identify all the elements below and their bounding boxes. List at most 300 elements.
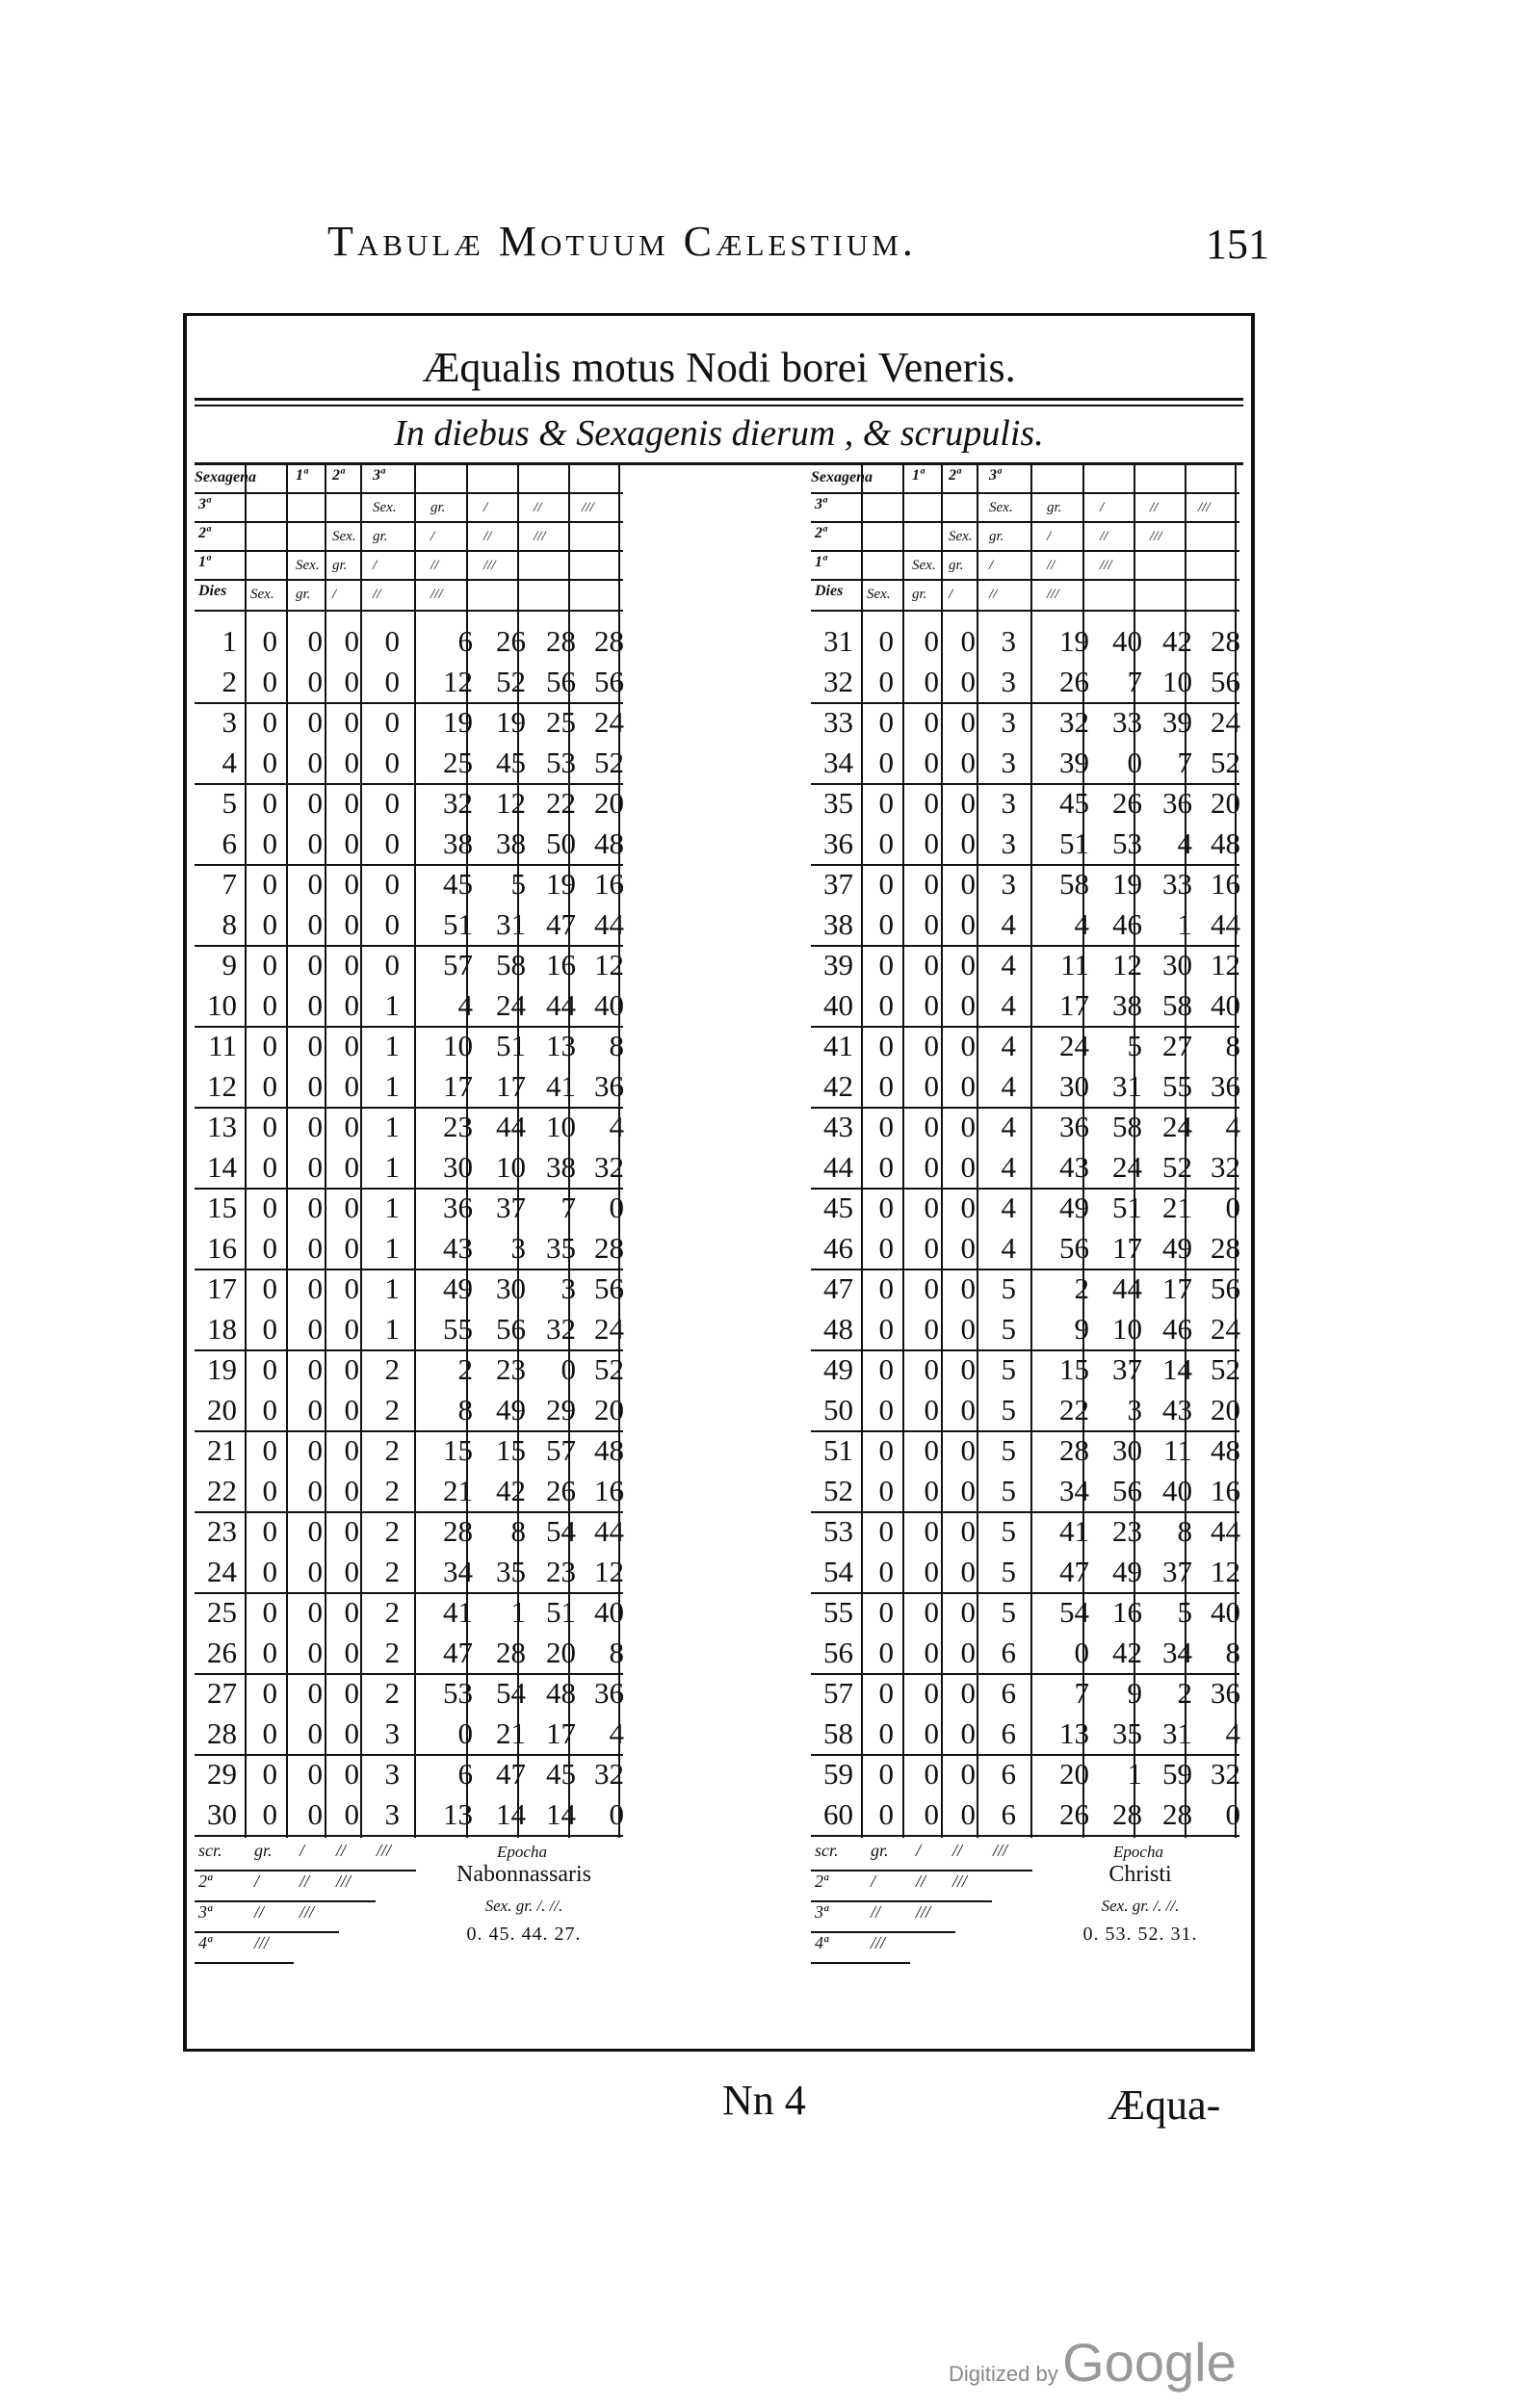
zero-cell: 0 <box>262 624 277 658</box>
zero-cell: 0 <box>924 1069 939 1103</box>
footer-unit: // <box>871 1902 881 1922</box>
zero-cell: 0 <box>262 746 277 779</box>
table-row <box>195 904 623 945</box>
zero-cell: 0 <box>262 1595 277 1629</box>
thirds-cell: 32 <box>594 1757 624 1791</box>
thirds-cell: 28 <box>1211 1231 1240 1265</box>
zero-cell: 0 <box>924 988 939 1022</box>
header-rule <box>811 492 1239 494</box>
day-cell: 45 <box>823 1191 853 1224</box>
zero-cell: 0 <box>307 948 323 982</box>
thirds-cell: 12 <box>594 948 624 982</box>
zero-cell: 0 <box>307 1636 323 1669</box>
minutes-cell: 16 <box>1112 1595 1142 1629</box>
degrees-cell: 45 <box>1059 786 1089 820</box>
day-cell: 41 <box>823 1029 853 1062</box>
header-unit: gr. <box>949 558 964 573</box>
zero-cell: 0 <box>344 1716 359 1750</box>
zero-cell: 0 <box>878 907 894 941</box>
sexagesimal-cell: 1 <box>384 1271 400 1305</box>
zero-cell: 0 <box>960 867 976 901</box>
degrees-cell: 19 <box>1059 624 1089 658</box>
thirds-cell: 48 <box>594 826 624 860</box>
epoch-value: 0. 45. 44. 27. <box>466 1924 582 1945</box>
digitized-watermark <box>949 2331 1237 2394</box>
degrees-cell: 9 <box>1074 1312 1089 1346</box>
signature-mark: Nn 4 <box>722 2077 806 2124</box>
minutes-cell: 53 <box>1112 826 1142 860</box>
sexagesimal-cell: 1 <box>384 1110 400 1143</box>
header-unit: / <box>949 587 953 602</box>
zero-cell: 0 <box>878 1352 894 1386</box>
table-row <box>195 1430 623 1471</box>
footer-unit: /// <box>952 1871 968 1891</box>
zero-cell: 0 <box>344 1393 359 1426</box>
day-cell: 58 <box>823 1716 853 1750</box>
zero-cell: 0 <box>344 826 359 860</box>
thirds-cell: 36 <box>1211 1069 1240 1103</box>
thirds-cell: 48 <box>1211 1433 1240 1467</box>
seconds-cell: 20 <box>546 1636 576 1669</box>
day-cell: 12 <box>207 1069 237 1103</box>
degrees-cell: 15 <box>443 1433 473 1467</box>
zero-cell: 0 <box>344 1514 359 1548</box>
seconds-cell: 55 <box>1162 1069 1192 1103</box>
degrees-cell: 34 <box>443 1555 473 1588</box>
day-cell: 8 <box>222 907 237 941</box>
minutes-cell: 15 <box>496 1433 526 1467</box>
day-cell: 37 <box>823 867 853 901</box>
sexagesimal-cell: 1 <box>384 1231 400 1265</box>
seconds-cell: 7 <box>560 1191 576 1224</box>
degrees-cell: 43 <box>1059 1150 1089 1184</box>
table-row <box>195 1269 623 1309</box>
day-cell: 16 <box>207 1231 237 1265</box>
zero-cell: 0 <box>878 1393 894 1426</box>
day-cell: 48 <box>823 1312 853 1346</box>
day-cell: 10 <box>207 988 237 1022</box>
seconds-cell: 39 <box>1162 705 1192 739</box>
zero-cell: 0 <box>960 705 976 739</box>
zero-cell: 0 <box>262 786 277 820</box>
row-pair-rule <box>195 1835 623 1837</box>
sexagesimal-cell: 6 <box>1001 1676 1016 1710</box>
table-row <box>811 621 1239 662</box>
zero-cell: 0 <box>262 1393 277 1426</box>
day-cell: 1 <box>222 624 237 658</box>
zero-cell: 0 <box>344 1352 359 1386</box>
zero-cell: 0 <box>924 624 939 658</box>
table-row <box>195 1633 623 1673</box>
header-unit: // <box>483 529 492 544</box>
header-rule <box>811 521 1239 523</box>
catchword: Æqua- <box>1108 2081 1221 2129</box>
zero-cell: 0 <box>878 705 894 739</box>
zero-cell: 0 <box>262 1433 277 1467</box>
footer-rule <box>811 1900 992 1902</box>
day-cell: 33 <box>823 705 853 739</box>
thirds-cell: 20 <box>594 786 624 820</box>
minutes-cell: 30 <box>496 1271 526 1305</box>
header-3a: 3ª <box>989 467 1002 484</box>
table-row <box>811 1430 1239 1471</box>
header-unit: gr. <box>373 529 388 544</box>
header-rule <box>195 579 623 581</box>
day-cell: 54 <box>823 1555 853 1588</box>
zero-cell: 0 <box>344 746 359 779</box>
thirds-cell: 0 <box>609 1797 624 1831</box>
zero-cell: 0 <box>307 1474 323 1507</box>
degrees-cell: 4 <box>1074 907 1089 941</box>
thirds-cell: 24 <box>594 1312 624 1346</box>
zero-cell: 0 <box>960 1514 976 1548</box>
sexagesimal-cell: 2 <box>384 1555 400 1588</box>
thirds-cell: 20 <box>1211 786 1240 820</box>
zero-cell: 0 <box>262 988 277 1022</box>
sexagesimal-cell: 5 <box>1001 1595 1016 1629</box>
day-cell: 21 <box>207 1433 237 1467</box>
zero-cell: 0 <box>307 907 323 941</box>
zero-cell: 0 <box>307 1797 323 1831</box>
minutes-cell: 10 <box>1112 1312 1142 1346</box>
table-row <box>195 1673 623 1714</box>
sexagesimal-cell: 3 <box>1001 624 1016 658</box>
day-cell: 35 <box>823 786 853 820</box>
zero-cell: 0 <box>307 1110 323 1143</box>
zero-cell: 0 <box>960 1474 976 1507</box>
table-row <box>195 1026 623 1066</box>
zero-cell: 0 <box>878 624 894 658</box>
table-row <box>811 1673 1239 1714</box>
zero-cell: 0 <box>960 1716 976 1750</box>
header-unit: / <box>989 558 994 573</box>
sexagesimal-cell: 5 <box>1001 1433 1016 1467</box>
header-sexagena: Sexagena <box>195 469 256 485</box>
zero-cell: 0 <box>262 1676 277 1710</box>
zero-cell: 0 <box>878 867 894 901</box>
zero-cell: 0 <box>307 786 323 820</box>
seconds-cell: 42 <box>1162 624 1192 658</box>
header-unit: Sex. <box>949 529 973 544</box>
table-row <box>195 1066 623 1107</box>
degrees-cell: 51 <box>443 907 473 941</box>
minutes-cell: 52 <box>496 665 526 698</box>
degrees-cell: 36 <box>443 1191 473 1224</box>
zero-cell: 0 <box>307 1514 323 1548</box>
degrees-cell: 26 <box>1059 1797 1089 1831</box>
header-unit: // <box>1150 500 1159 515</box>
degrees-cell: 8 <box>457 1393 473 1426</box>
zero-cell: 0 <box>924 1433 939 1467</box>
table-row <box>195 1107 623 1147</box>
minutes-cell: 31 <box>1112 1069 1142 1103</box>
table-row <box>811 864 1239 904</box>
header-unit: /// <box>1047 587 1059 602</box>
table-row <box>195 702 623 743</box>
thirds-cell: 16 <box>594 1474 624 1507</box>
day-cell: 51 <box>823 1433 853 1467</box>
day-cell: 25 <box>207 1595 237 1629</box>
degrees-cell: 2 <box>1074 1271 1089 1305</box>
seconds-cell: 56 <box>546 665 576 698</box>
zero-cell: 0 <box>307 1433 323 1467</box>
table-row <box>811 1107 1239 1147</box>
footer-unit: / <box>254 1871 260 1891</box>
seconds-cell: 43 <box>1162 1393 1192 1426</box>
thirds-cell: 12 <box>594 1555 624 1588</box>
degrees-cell: 56 <box>1059 1231 1089 1265</box>
thirds-cell: 48 <box>1211 826 1240 860</box>
zero-cell: 0 <box>924 1352 939 1386</box>
day-cell: 43 <box>823 1110 853 1143</box>
sexagesimal-cell: 3 <box>384 1757 400 1791</box>
day-cell: 59 <box>823 1757 853 1791</box>
seconds-cell: 17 <box>1162 1271 1192 1305</box>
zero-cell: 0 <box>960 1069 976 1103</box>
degrees-cell: 51 <box>1059 826 1089 860</box>
table-frame <box>183 313 1255 2052</box>
day-cell: 15 <box>207 1191 237 1224</box>
sexagesimal-cell: 2 <box>384 1514 400 1548</box>
thirds-cell: 56 <box>594 1271 624 1305</box>
day-cell: 13 <box>207 1110 237 1143</box>
degrees-cell: 41 <box>1059 1514 1089 1548</box>
minutes-cell: 10 <box>496 1150 526 1184</box>
table-row <box>195 945 623 985</box>
zero-cell: 0 <box>344 1676 359 1710</box>
zero-cell: 0 <box>960 988 976 1022</box>
header-rule <box>195 521 623 523</box>
sexagesimal-cell: 3 <box>1001 826 1016 860</box>
seconds-cell: 52 <box>1162 1150 1192 1184</box>
zero-cell: 0 <box>878 1555 894 1588</box>
seconds-cell: 5 <box>1177 1595 1192 1629</box>
zero-cell: 0 <box>307 1069 323 1103</box>
day-cell: 9 <box>222 948 237 982</box>
header-row-label: 1ª <box>815 554 827 570</box>
minutes-cell: 17 <box>1112 1231 1142 1265</box>
seconds-cell: 59 <box>1162 1757 1192 1791</box>
sexagesimal-cell: 0 <box>384 907 400 941</box>
degrees-cell: 53 <box>443 1676 473 1710</box>
minutes-cell: 26 <box>496 624 526 658</box>
header-unit: / <box>1100 500 1105 515</box>
zero-cell: 0 <box>960 1110 976 1143</box>
degrees-cell: 15 <box>1059 1352 1089 1386</box>
table-row <box>811 1188 1239 1228</box>
zero-cell: 0 <box>262 1271 277 1305</box>
seconds-cell: 3 <box>560 1271 576 1305</box>
zero-cell: 0 <box>878 1271 894 1305</box>
sexagesimal-cell: 2 <box>384 1595 400 1629</box>
seconds-cell: 50 <box>546 826 576 860</box>
epoch-value: 0. 53. 52. 31. <box>1082 1924 1198 1945</box>
footer-unit: gr. <box>254 1841 273 1860</box>
table-row <box>195 985 623 1026</box>
zero-cell: 0 <box>344 705 359 739</box>
header-rule <box>811 610 1239 612</box>
footer-unit: /// <box>993 1841 1008 1860</box>
degrees-cell: 39 <box>1059 746 1089 779</box>
sexagesimal-cell: 2 <box>384 1676 400 1710</box>
seconds-cell: 1 <box>1177 907 1192 941</box>
seconds-cell: 51 <box>546 1595 576 1629</box>
zero-cell: 0 <box>344 1029 359 1062</box>
thirds-cell: 44 <box>1211 907 1240 941</box>
thirds-cell: 4 <box>609 1716 624 1750</box>
seconds-cell: 58 <box>1162 988 1192 1022</box>
table-row <box>195 783 623 824</box>
minutes-cell: 14 <box>496 1797 526 1831</box>
minutes-cell: 8 <box>510 1514 526 1548</box>
zero-cell: 0 <box>878 746 894 779</box>
footer-unit: // <box>952 1841 963 1860</box>
zero-cell: 0 <box>960 1312 976 1346</box>
table-row <box>811 824 1239 864</box>
day-cell: 4 <box>222 746 237 779</box>
day-cell: 7 <box>222 867 237 901</box>
header-row-label: Dies <box>198 583 227 599</box>
day-cell: 27 <box>207 1676 237 1710</box>
footer-unit: // <box>300 1871 310 1891</box>
table-row <box>811 783 1239 824</box>
header-unit: / <box>430 529 435 544</box>
zero-cell: 0 <box>960 1797 976 1831</box>
thirds-cell: 52 <box>594 746 624 779</box>
minutes-cell: 1 <box>510 1595 526 1629</box>
minutes-cell: 49 <box>1112 1555 1142 1588</box>
minutes-cell: 58 <box>496 948 526 982</box>
zero-cell: 0 <box>960 1555 976 1588</box>
footer-unit: /// <box>336 1871 352 1891</box>
rule <box>195 405 1243 406</box>
day-cell: 36 <box>823 826 853 860</box>
thirds-cell: 8 <box>609 1636 624 1669</box>
sexagesimal-cell: 4 <box>1001 988 1016 1022</box>
table-row <box>195 1552 623 1592</box>
header-unit: gr. <box>912 587 927 602</box>
header-row-label: 1ª <box>198 554 211 570</box>
table-row <box>195 662 623 702</box>
zero-cell: 0 <box>344 1231 359 1265</box>
header-unit: Sex. <box>373 500 397 515</box>
epoch-name: Christi <box>1108 1862 1172 1887</box>
degrees-cell: 38 <box>443 826 473 860</box>
seconds-cell: 47 <box>546 907 576 941</box>
sexagesimal-cell: 3 <box>1001 746 1016 779</box>
zero-cell: 0 <box>878 1595 894 1629</box>
sexagesimal-cell: 4 <box>1001 1191 1016 1224</box>
seconds-cell: 21 <box>1162 1191 1192 1224</box>
minutes-cell: 9 <box>1127 1676 1142 1710</box>
sexagesimal-cell: 5 <box>1001 1474 1016 1507</box>
sexagesimal-cell: 0 <box>384 786 400 820</box>
degrees-cell: 47 <box>1059 1555 1089 1588</box>
sexagesimal-cell: 4 <box>1001 1110 1016 1143</box>
minutes-cell: 45 <box>496 746 526 779</box>
zero-cell: 0 <box>924 786 939 820</box>
seconds-cell: 8 <box>1177 1514 1192 1548</box>
table-row <box>811 1309 1239 1349</box>
degrees-cell: 6 <box>457 1757 473 1791</box>
day-cell: 57 <box>823 1676 853 1710</box>
zero-cell: 0 <box>960 1231 976 1265</box>
zero-cell: 0 <box>924 1636 939 1669</box>
footer-unit: // <box>254 1902 265 1922</box>
zero-cell: 0 <box>878 826 894 860</box>
zero-cell: 0 <box>307 665 323 698</box>
day-cell: 26 <box>207 1636 237 1669</box>
day-cell: 39 <box>823 948 853 982</box>
zero-cell: 0 <box>307 1352 323 1386</box>
degrees-cell: 6 <box>457 624 473 658</box>
table-subtitle: In diebus & Sexagenis dierum , & scrupulis. <box>394 413 1044 454</box>
header-unit: /// <box>430 587 443 602</box>
zero-cell: 0 <box>924 1716 939 1750</box>
sexagesimal-cell: 6 <box>1001 1636 1016 1669</box>
table-row <box>195 743 623 783</box>
seconds-cell: 13 <box>546 1029 576 1062</box>
zero-cell: 0 <box>262 1312 277 1346</box>
seconds-cell: 37 <box>1162 1555 1192 1588</box>
table-row <box>811 1269 1239 1309</box>
sexagesimal-cell: 5 <box>1001 1555 1016 1588</box>
footer-unit: / <box>300 1841 305 1860</box>
footer-unit: /// <box>300 1902 315 1922</box>
zero-cell: 0 <box>344 786 359 820</box>
zero-cell: 0 <box>960 624 976 658</box>
thirds-cell: 40 <box>594 988 624 1022</box>
minutes-cell: 58 <box>1112 1110 1142 1143</box>
zero-cell: 0 <box>960 1271 976 1305</box>
minutes-cell: 56 <box>496 1312 526 1346</box>
watermark-prefix: Digitized by <box>949 2362 1058 2386</box>
zero-cell: 0 <box>878 1029 894 1062</box>
day-cell: 23 <box>207 1514 237 1548</box>
minutes-cell: 1 <box>1127 1757 1142 1791</box>
header-rule <box>811 579 1239 581</box>
sexagesimal-cell: 3 <box>1001 705 1016 739</box>
header-row-label: 2ª <box>815 525 827 541</box>
table-row <box>811 743 1239 783</box>
zero-cell: 0 <box>262 867 277 901</box>
table-row <box>195 1714 623 1754</box>
zero-cell: 0 <box>878 1636 894 1669</box>
table-row <box>811 1511 1239 1552</box>
zero-cell: 0 <box>960 907 976 941</box>
header-sexagena: Sexagena <box>811 469 873 485</box>
day-cell: 47 <box>823 1271 853 1305</box>
degrees-cell: 30 <box>1059 1069 1089 1103</box>
minutes-cell: 38 <box>496 826 526 860</box>
degrees-cell: 41 <box>443 1595 473 1629</box>
running-head: Tabulæ Motuum Cælestium. <box>327 218 917 265</box>
sexagesimal-cell: 4 <box>1001 907 1016 941</box>
rule <box>195 398 1243 401</box>
zero-cell: 0 <box>960 1191 976 1224</box>
thirds-cell: 16 <box>1211 1474 1240 1507</box>
table-row <box>811 1552 1239 1592</box>
minutes-cell: 24 <box>1112 1150 1142 1184</box>
zero-cell: 0 <box>262 1514 277 1548</box>
seconds-cell: 28 <box>546 624 576 658</box>
thirds-cell: 24 <box>1211 1312 1240 1346</box>
degrees-cell: 28 <box>1059 1433 1089 1467</box>
degrees-cell: 32 <box>443 786 473 820</box>
seconds-cell: 45 <box>546 1757 576 1791</box>
sexagesimal-cell: 6 <box>1001 1757 1016 1791</box>
seconds-cell: 10 <box>1162 665 1192 698</box>
